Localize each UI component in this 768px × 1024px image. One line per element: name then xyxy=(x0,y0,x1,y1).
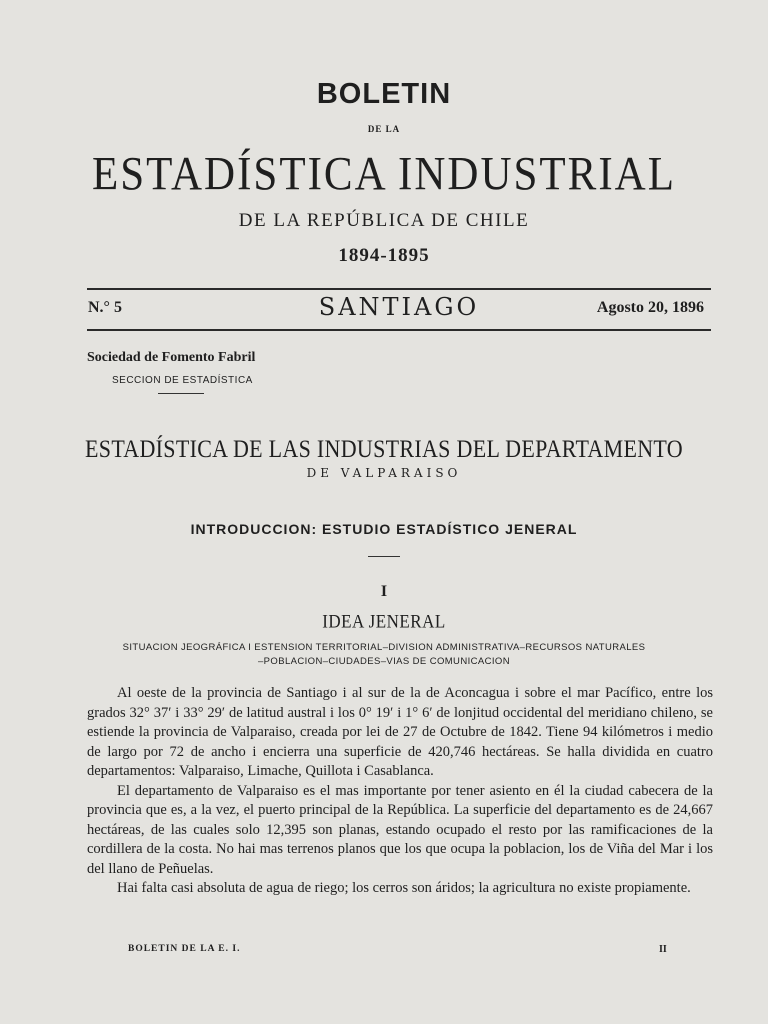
body-paragraph: El departamento de Valparaiso es el mas importante por tener asiento en él la ciudad cabecera de la provincia que es, a la vez, el puerto principal de la República. La superficie del departamento es de 24,667 hectáreas, de las cuales solo 12,395 son planas, estando ocupado el resto por las ramificaciones de la cordillera de la costa. No hai mas terrenos planos que los que ocupa la poblacion, los de Viña del Mar i los del llano de Peñuelas. xyxy=(87,782,713,877)
article-title: ESTADÍSTICA DE LAS INDUSTRIAS DEL DEPARTAMENTO xyxy=(85,434,683,463)
article-body xyxy=(87,684,713,899)
body-paragraph: Al oeste de la provincia de Santiago i al sur de la de Aconcagua i sobre el mar Pacífico, entre los grados 32° 37′ i 33° 29′ de latitud austral i los 0° 19′ i 1° 6′ de lonjitud occidental del meridiano chileno, se estiende la provincia de Valparaiso, creada por lei de 27 de Octubre de 1842. Tiene 94 kilómetros i medio de largo por 72 de ancho i encierra una superficie de 420,746 hectáreas. Se halla dividida en cuatro departamentos: Valparaiso, Limache, Quillota i Casablanca. xyxy=(87,685,713,779)
divider-rule xyxy=(368,556,400,557)
ornament-rule xyxy=(158,393,204,394)
journal-years: 1894-1895 xyxy=(338,245,430,266)
issue-date: Agosto 20, 1896 xyxy=(596,299,704,316)
introduction-heading: INTRODUCCION: ESTUDIO ESTADÍSTICO JENERAL xyxy=(190,521,578,537)
issue-number: N.° 5 xyxy=(88,299,122,316)
body-paragraph: Hai falta casi absoluta de agua de riego; los cerros son áridos; la agricultura no existe propiamente. xyxy=(117,880,691,896)
section-number: I xyxy=(380,583,388,600)
section-title: IDEA JENERAL xyxy=(322,611,446,632)
section-summary-line-1: SITUACION JEOGRÁFICA I ESTENSION TERRITORIAL–DIVISION ADMINISTRATIVA–RECURSOS NATURALES xyxy=(122,642,646,653)
masthead xyxy=(88,293,710,324)
masthead-city: SANTIAGO xyxy=(318,293,480,321)
section-summary-line-2: –POBLACION–CIUDADES–VIAS DE COMUNICACION xyxy=(258,656,510,667)
footer-signature: BOLETIN DE LA E. I. xyxy=(128,944,241,954)
society-section: SECCION DE ESTADÍSTICA xyxy=(112,375,253,386)
masthead-top-rule xyxy=(87,288,711,290)
society-name: Sociedad de Fomento Fabril xyxy=(87,350,256,365)
journal-main-title: ESTADÍSTICA INDUSTRIAL xyxy=(91,148,677,201)
journal-name: BOLETIN xyxy=(316,78,452,110)
journal-country: DE LA REPÚBLICA DE CHILE xyxy=(238,210,530,231)
footer-page-mark: II xyxy=(659,944,667,955)
masthead-bottom-rule xyxy=(87,329,711,331)
article-subtitle: DE VALPARAISO xyxy=(306,466,462,480)
journal-connector: DE LA xyxy=(367,124,401,134)
